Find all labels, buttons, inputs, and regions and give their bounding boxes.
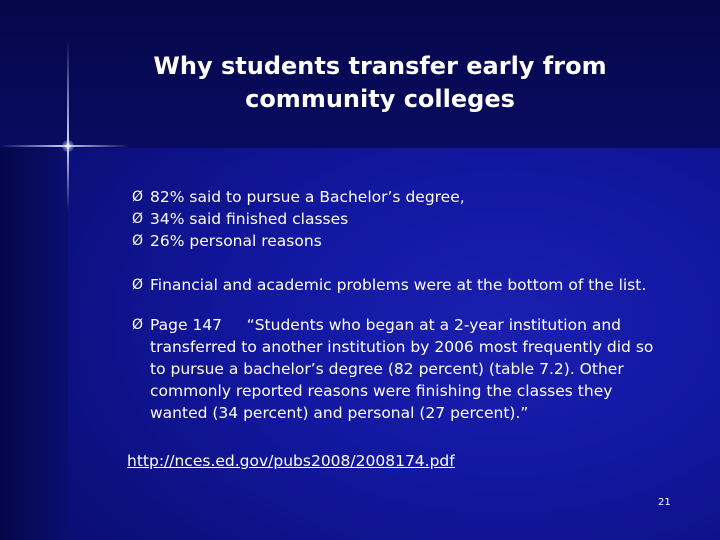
left-band bbox=[0, 148, 68, 540]
bullet-item bbox=[132, 208, 692, 230]
bullet-text: 34% said finished classes bbox=[150, 210, 349, 228]
spacer bbox=[132, 252, 692, 274]
quote-bullet bbox=[132, 314, 692, 424]
bullet-arrow-icon: Ø bbox=[132, 277, 144, 293]
quote-line: wanted (34 percent) and personal (27 percent).” bbox=[150, 404, 529, 422]
spacer bbox=[132, 296, 692, 314]
title-line: community colleges bbox=[245, 85, 515, 113]
quote-line: commonly reported reasons were finishing the classes they bbox=[150, 382, 613, 400]
sparkle-decoration bbox=[62, 140, 74, 152]
slide-title bbox=[100, 50, 660, 116]
bullet-arrow-icon: Ø bbox=[132, 211, 144, 227]
page-number: 21 bbox=[658, 497, 671, 508]
bullet-item bbox=[132, 186, 692, 208]
slide-body bbox=[132, 186, 692, 424]
source-link[interactable]: http://nces.ed.gov/pubs2008/2008174.pdf bbox=[127, 452, 455, 470]
bullet-text: Financial and academic problems were at the bottom of the list. bbox=[150, 276, 647, 294]
bullet-text: 82% said to pursue a Bachelor’s degree, bbox=[150, 188, 465, 206]
quote-line: transferred to another institution by 2006 most frequently did so bbox=[150, 338, 654, 356]
title-line: Why students transfer early from bbox=[153, 52, 607, 80]
bullet-arrow-icon: Ø bbox=[132, 189, 144, 205]
bullet-arrow-icon: Ø bbox=[132, 233, 144, 249]
bullet-item bbox=[132, 230, 692, 252]
quote-line: Page 147 “Students who began at a 2-year institution and bbox=[150, 316, 621, 334]
bullet-text: 26% personal reasons bbox=[150, 232, 322, 250]
sparkle-decoration bbox=[67, 40, 69, 210]
bullet-item bbox=[132, 274, 692, 296]
quote-line: to pursue a bachelor’s degree (82 percent) (table 7.2). Other bbox=[150, 360, 624, 378]
bullet-arrow-icon: Ø bbox=[132, 317, 144, 333]
